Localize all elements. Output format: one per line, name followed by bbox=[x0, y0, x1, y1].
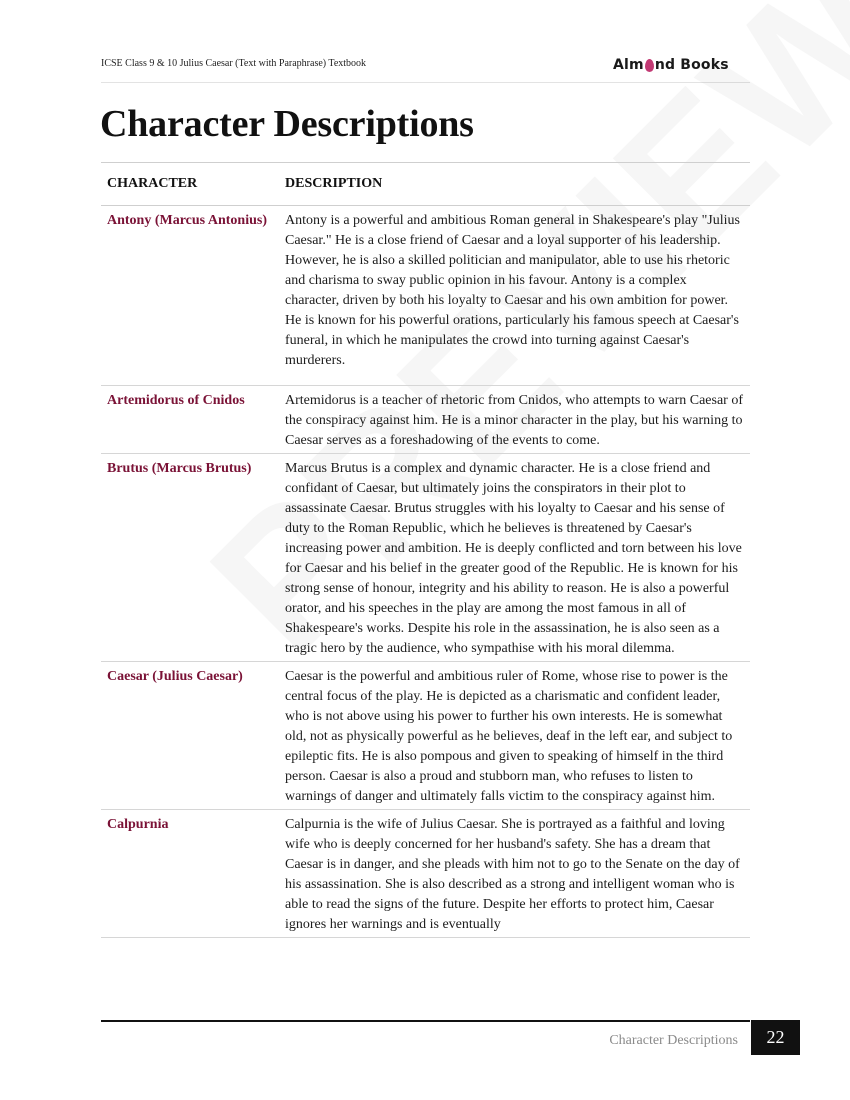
character-table bbox=[101, 162, 750, 938]
character-name: Brutus (Marcus Brutus) bbox=[101, 454, 279, 662]
character-description: Artemidorus is a teacher of rhetoric from Cnidos, who attempts to warn Caesar of the conspiracy against him. He is a minor character in the play, but his warning to Caesar serves as a foreshadowing of the events to come. bbox=[279, 386, 750, 454]
table-row bbox=[101, 810, 750, 938]
almond-icon bbox=[645, 59, 654, 72]
logo-text-nd: nd bbox=[654, 57, 676, 73]
page-title: Character Descriptions bbox=[100, 103, 474, 145]
table-row bbox=[101, 662, 750, 810]
character-name: Calpurnia bbox=[101, 810, 279, 938]
header-divider bbox=[101, 82, 750, 83]
logo-text-alm: Alm bbox=[613, 57, 644, 73]
character-name: Artemidorus of Cnidos bbox=[101, 386, 279, 454]
publisher-logo bbox=[613, 57, 729, 73]
footer-divider bbox=[101, 1020, 750, 1022]
character-description: Caesar is the powerful and ambitious ruler of Rome, whose rise to power is the central focus of the play. He is depicted as a charismatic and confident leader, who is not above using his power to further his own interests. He is somewhat old, not as physically powerful as he believes, deaf in the left ear, and subject to epileptic fits. He is also pompous and given to speaking of himself in the third person. Caesar is also a proud and stubborn man, who refuses to listen to warnings of danger and ultimately falls victim to the conspiracy against him. bbox=[279, 662, 750, 810]
running-head: ICSE Class 9 & 10 Julius Caesar (Text with Paraphrase) Textbook bbox=[101, 58, 367, 69]
character-description: Antony is a powerful and ambitious Roman general in Shakespeare's play "Julius Caesar." He is a close friend of Caesar and a loyal supporter of his leadership. However, he is also a skilled politician and manipulator, able to use his rhetoric and charisma to sway public opinion in his favour. Antony is a complex character, driven by both his loyalty to Caesar and his own ambition for power. He is known for his powerful orations, particularly his famous speech at Caesar's funeral, in which he manipulates the crowd into turning against Caesar's murderers. bbox=[279, 206, 750, 386]
character-description: Marcus Brutus is a complex and dynamic character. He is a close friend and confidant of Caesar, but ultimately joins the conspirators in their plot to assassinate Caesar. Brutus struggles with his loyalty to Caesar and his sense of duty to the Roman Republic, which he believes is threatened by Caesar's increasing power and ambition. He is deeply conflicted and torn between his love for Caesar and his belief in the greater good of the Republic. He is known for his strong sense of honour, integrity and his ability to reason. He is also a powerful orator, and his speeches in the play are among the most famous in all of Shakespeare's works. Despite his role in the assassination, he is also seen as a tragic hero by the audience, who sympathise with his moral dilemma. bbox=[279, 454, 750, 662]
table-row bbox=[101, 386, 750, 454]
character-name: Antony (Marcus Antonius) bbox=[101, 206, 279, 386]
table-row bbox=[101, 454, 750, 662]
column-header-description: DESCRIPTION bbox=[279, 163, 750, 206]
table-header-row bbox=[101, 163, 750, 206]
logo-text-books: Books bbox=[680, 57, 729, 73]
character-description: Calpurnia is the wife of Julius Caesar. She is portrayed as a faithful and loving wife who is deeply concerned for her husband's safety. She has a dream that Caesar is in danger, and she pleads with him not to go to the Senate on the day of his assassination. She is also described as a strong and intelligent woman who is able to read the signs of the future. Despite her efforts to protect him, Caesar ignores her warnings and is eventually bbox=[279, 810, 750, 938]
table-row bbox=[101, 206, 750, 386]
page-number: 22 bbox=[751, 1020, 800, 1055]
character-name: Caesar (Julius Caesar) bbox=[101, 662, 279, 810]
column-header-character: CHARACTER bbox=[101, 163, 279, 206]
footer-section-title: Character Descriptions bbox=[609, 1033, 738, 1048]
